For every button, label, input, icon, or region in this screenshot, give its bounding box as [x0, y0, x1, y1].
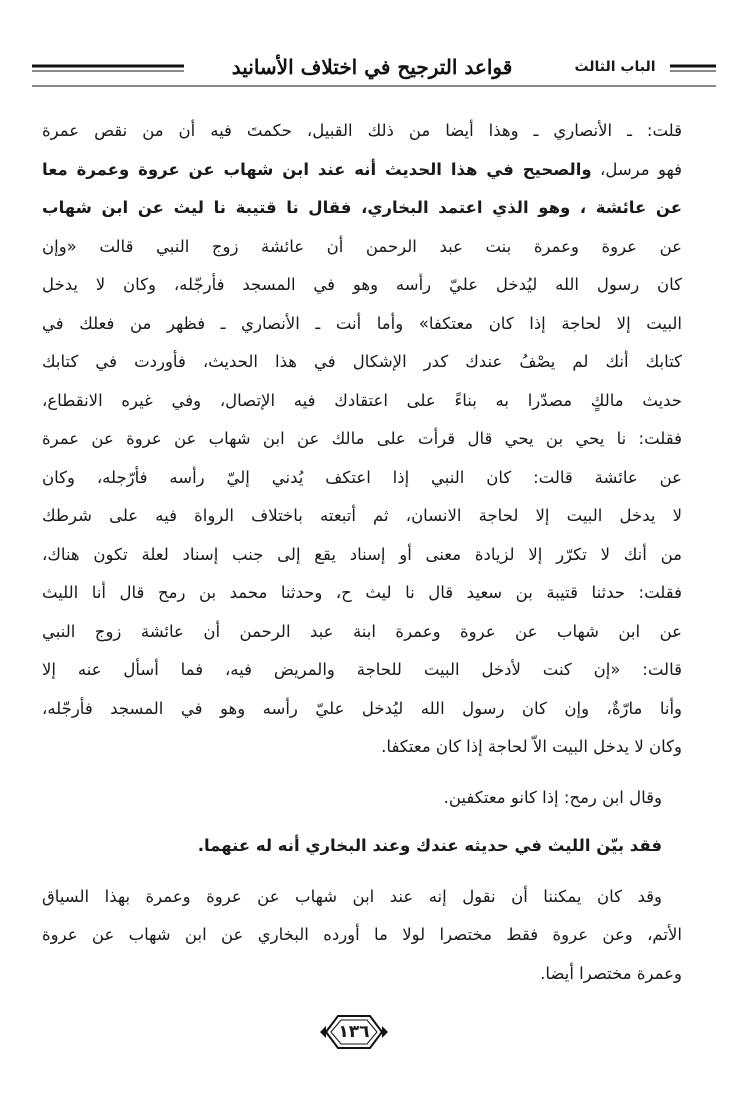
page-number: ١٣٦ [338, 1022, 370, 1042]
text-line: عن عائشة ، وهو الذي اعتمد البخاري، فقال نا قتيبة نا ليث عن ابن شهاب [42, 198, 682, 217]
text-line: فهو مرسل، والصحيح في هذا الحديث أنه عند ابن شهاب عن عروة وعمرة معا [42, 159, 682, 179]
text-line: كان رسول الله ليُدخل عليّ رأسه وهو في المسجد فأرجّله، وكان لا يدخل [42, 275, 682, 294]
bold-phrase: والصحيح في هذا الحديث أنه عند ابن شهاب عن عروة وعمرة معا [42, 159, 592, 179]
page-body [42, 112, 682, 993]
book-title: قواعد الترجيح في اختلاف الأسانيد [184, 52, 560, 82]
text-line: عن عائشة قالت: كان النبي إذا اعتكف يُدني إليّ رأسه فأرّجله، وكان [42, 467, 682, 487]
chapter-label: الباب الثالث [560, 54, 670, 80]
text-line: فقلت: نا يحي بن يحي قال قرأت على مالك عن ابن شهاب عن عروة عن عمرة [42, 429, 682, 448]
text-line: حديث مالكٍ مصدّرا به بناءً على اعتقادك فيه الإتصال، وفي غيره الانقطاع، [42, 390, 682, 410]
text-line: عن عروة وعمرة بنت عبد الرحمن أن عائشة زوج النبي قالت «وإن [42, 236, 682, 256]
text-line: قلت: ـ الأنصاري ـ وهذا أيضا من ذلك القبيل، حكمتَ فيه أن من نقص عمرة [42, 121, 682, 140]
bayyan-line: فقد بيّن الليث في حديثه عندك وعند البخاري أنه له عنهما. [197, 836, 662, 855]
text-line: عن ابن شهاب عن عروة وعمرة ابنة عبد الرحمن أن عائشة زوج النبي [42, 621, 682, 641]
text-line: كتابك أنك لم يصْفُ عندك كدر الإشكال في هذا الحديث، فأوردت في كتابك [42, 352, 682, 371]
text-line: البيت إلا لحاجة إذا كان معتكفا» وأما أنت ـ الأنصاري ـ فظهر من فعلك في [42, 313, 682, 333]
page-number-badge [318, 1010, 390, 1054]
paragraph-3 [42, 878, 682, 994]
text-line: فقلت: حدثنا قتيبة بن سعيد قال نا ليث ح، وحدثنا محمد بن رمح قال أنا الليث [42, 583, 682, 602]
text-line: وقد كان يمكننا أن نقول إنه عند ابن شهاب عن عروة وعمرة بهذا السياق [42, 886, 662, 906]
text-line: من أنك لا تكرّر إلا لزيادة معنى أو إسناد يقع إلى جنب إسناد لعلة تكون هناك، [42, 544, 682, 564]
running-header [32, 50, 716, 92]
ibn-rumh-line: وقال ابن رمح: إذا كانو معتكفين. [443, 787, 662, 807]
text-line: قالت: «إن كنت لأدخل البيت للحاجة والمريض فيه، فما أسأل عنه إلا [42, 660, 682, 679]
text-line: وعمرة مختصرا أيضا. [540, 963, 682, 983]
text-line: وأنا مارّةٌ، وإن كان رسول الله ليُدخل عليّ رأسه وهو في المسجد فأرجّله، [42, 698, 682, 718]
text-line: لا يدخل البيت إلا لحاجة الانسان، ثم أتبعته باختلاف الرواة فيه على شرطك [42, 506, 682, 525]
paragraph-1 [42, 112, 682, 767]
text-line: وكان لا يدخل البيت الاّ لحاجة إذا كان معتكفا. [381, 737, 682, 756]
text-line: الأتم، وعن عروة فقط مختصرا لولا ما أورده البخاري عن ابن شهاب عن عروة [42, 925, 682, 944]
